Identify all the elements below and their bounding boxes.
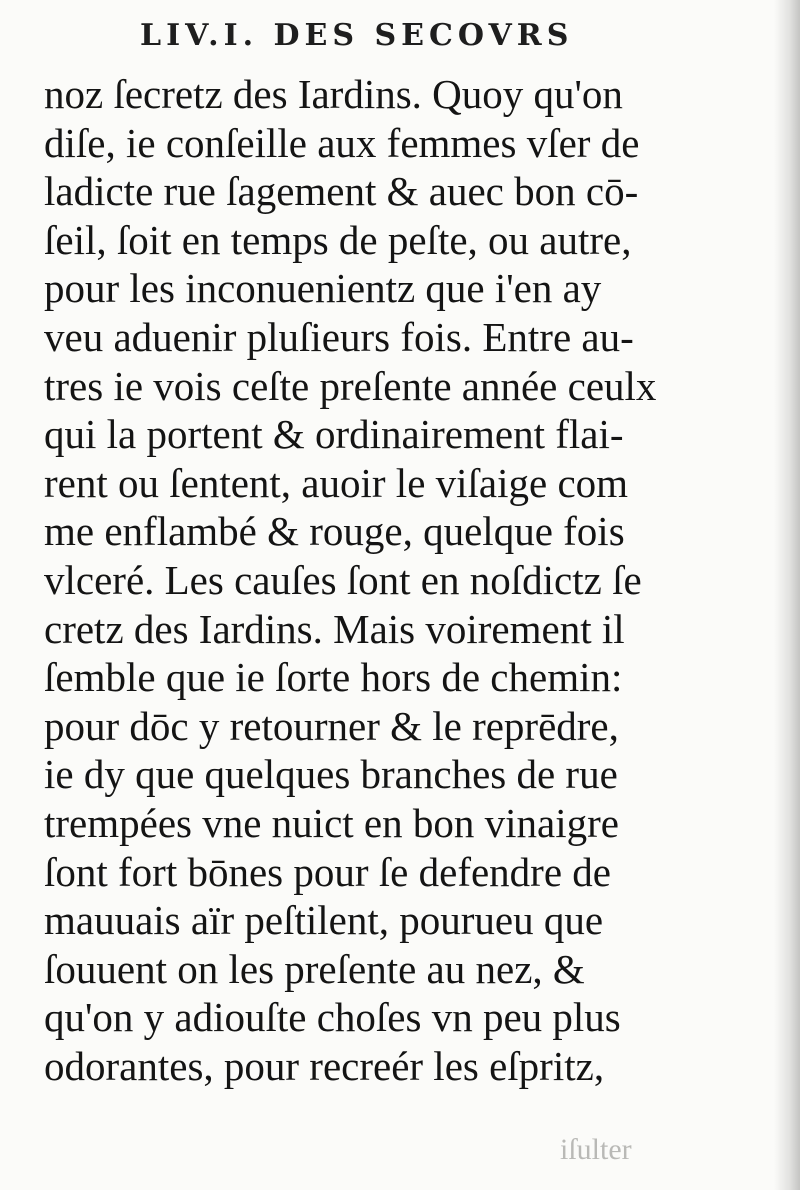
- body-text: [44, 70, 774, 1150]
- text-line-2: diſe, ie conſeille aux femmes vſer de: [44, 119, 640, 166]
- text-line-16: trempées vne nuict en bon vinaigre: [44, 799, 619, 846]
- text-line-7: tres ie vois ceſte preſente année ceulx: [44, 362, 657, 409]
- text-line-15: ie dy que quelques branches de rue: [44, 751, 618, 798]
- text-line-13: ſemble que ie ſorte hors de chemin:: [44, 654, 623, 701]
- text-line-8: qui la portent & ordinairement flai-: [44, 411, 624, 458]
- show-through-text: iſulter: [560, 1133, 632, 1166]
- text-line-4: ſeil, ſoit en temps de peſte, ou autre,: [44, 216, 632, 263]
- text-line-9: rent ou ſentent, auoir le viſaige com: [44, 459, 629, 506]
- text-line-18: mauuais aïr peſtilent, pourueu que: [44, 897, 604, 944]
- text-line-10: me enflambé & rouge, quelque fois: [44, 508, 625, 555]
- text-line-12: cretz des Iardins. Mais voirement il: [44, 605, 625, 652]
- running-head: LIV.I. DES SECOVRS: [140, 18, 574, 53]
- text-line-19: ſouuent on les preſente au nez, &: [44, 945, 585, 992]
- text-line-21: odorantes, pour recreér les eſpritz,: [44, 1042, 605, 1089]
- text-line-11: vlceré. Les cauſes ſont en noſdictz ſe: [44, 556, 642, 603]
- text-line-1: noz ſecretz des Iardins. Quoy qu'on: [44, 71, 623, 117]
- text-line-14: pour dōc y retourner & le reprēdre,: [44, 702, 619, 749]
- page-edge-shadow: [774, 0, 800, 1190]
- text-line-5: pour les inconuenientz que i'en ay: [44, 265, 602, 312]
- text-line-3: ladicte rue ſagement & auec bon cō-: [44, 168, 639, 215]
- text-line-6: veu aduenir pluſieurs fois. Entre au-: [44, 313, 634, 360]
- text-line-17: ſont fort bōnes pour ſe defendre de: [44, 848, 611, 895]
- text-line-20: qu'on y adiouſte choſes vn peu plus: [44, 994, 621, 1041]
